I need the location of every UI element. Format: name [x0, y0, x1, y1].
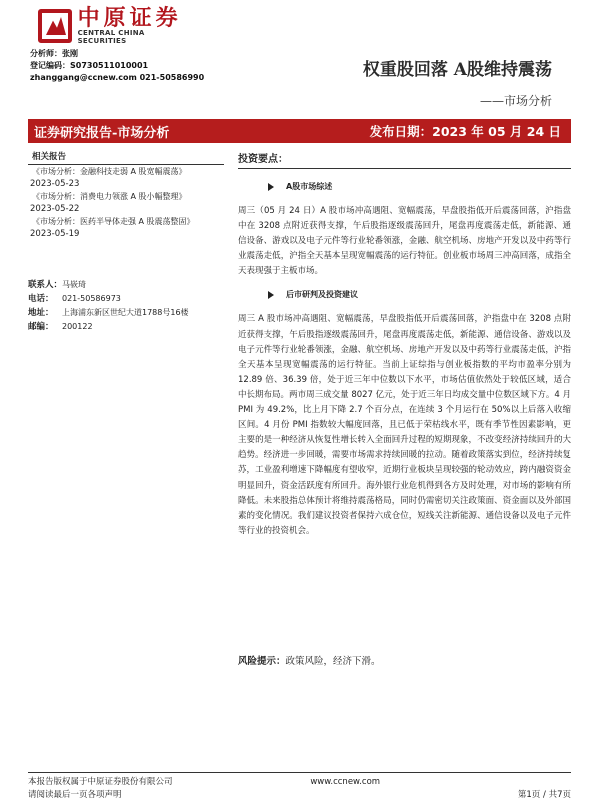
triangle-bullet-icon — [268, 183, 274, 191]
company-logo — [38, 5, 186, 45]
related-report-item[interactable] — [28, 216, 224, 240]
main-content — [238, 148, 571, 539]
risk-warning — [238, 653, 571, 667]
risk-text: 政策风险，经济下滑。 — [285, 656, 381, 667]
page-footer — [28, 772, 571, 800]
triangle-bullet-icon — [268, 291, 274, 299]
related-report-item[interactable] — [28, 191, 224, 215]
related-report-title: 《市场分析：医药半导体走强 A 股震荡整固》 — [32, 217, 195, 226]
related-report-date: 2023-05-23 — [30, 179, 80, 189]
copyright-notice: 本报告版权属于中原证券股份有限公司 — [28, 777, 173, 787]
section-heading-outlook — [268, 289, 571, 300]
section-title: 后市研判及投资建议 — [286, 290, 358, 300]
related-report-date: 2023-05-19 — [30, 229, 80, 239]
analyst-contact: zhanggang@ccnew.com 021-50586990 — [30, 73, 205, 82]
page-number: 第1页 / 共7页 — [517, 790, 571, 800]
related-reports-heading: 相关报告 — [28, 148, 224, 165]
website-link[interactable]: www.ccnew.com — [310, 777, 381, 787]
related-report-title: 《市场分析：金融科技走弱 A 股宽幅震荡》 — [32, 167, 187, 176]
contact-value: 021-50586973 — [62, 294, 121, 303]
contact-person-row — [28, 278, 224, 292]
contact-address-row — [28, 306, 224, 320]
logo-chinese-name: 中原证券 — [77, 5, 182, 31]
contact-value: 马嵚琦 — [62, 280, 86, 289]
logo-english-name: CENTRAL CHINA SECURITIES — [77, 29, 145, 45]
contact-value: 200122 — [62, 322, 93, 331]
logo-icon — [38, 9, 72, 43]
report-category: 证券研究报告-市场分析 — [34, 125, 170, 141]
related-report-title: 《市场分析：消费电力领涨 A 股小幅整理》 — [32, 192, 187, 201]
contact-label: 邮编： — [28, 322, 54, 332]
related-report-item[interactable] — [28, 166, 224, 190]
section-title: A股市场综述 — [286, 182, 333, 191]
key-points-heading: 投资要点： — [238, 148, 571, 169]
contact-label: 电话： — [28, 294, 54, 304]
contact-label: 地址： — [28, 308, 54, 318]
market-summary-paragraph: 周三（05 月 24 日）A 股市场冲高遇阻、宽幅震荡，早盘股指低开后震荡回落，沪指盘中在 3208 点附近获得支撑，午后股指逐级震荡回升，尾盘再度震荡走低，新能源、通信设备、游戏以及电子元件等行业轮番领涨，金融、航空机场、房地产开发以及中药等行业震荡走低，沪指全天基本呈现宽幅震荡的运行特征。创业板市场周三冲高回落，成指全天表现强于主板市场。 — [238, 206, 571, 277]
disclaimer-notice: 请阅读最后一页各项声明 — [28, 790, 122, 800]
registration-number: 登记编码：S0730511010001 — [30, 61, 149, 70]
contact-phone-row — [28, 292, 224, 306]
report-subtitle: ——市场分析 — [479, 94, 552, 108]
analyst-name: 分析师：张刚 — [30, 49, 78, 58]
risk-label: 风险提示： — [238, 656, 286, 667]
contact-block — [28, 278, 224, 334]
contact-postcode-row — [28, 320, 224, 334]
contact-value: 上海浦东新区世纪大道1788号16楼 — [62, 308, 189, 317]
section-heading-market-summary — [268, 181, 571, 192]
report-title: 权重股回落 A股维持震荡 — [362, 60, 552, 80]
report-banner — [28, 119, 571, 143]
outlook-paragraph: 周三 A 股市场冲高遇阻、宽幅震荡，早盘股指低开后震荡回落，沪指盘中在 3208 点附近获得支撑，午后股指逐级震荡回升，尾盘再度震荡走低，新能源、通信设备、游戏以及电子元件等行业轮番领涨，金融、航空机场、房地产开发以及中药等行业震荡走低，沪指全天基本呈现宽幅震荡的运行特征。当前上证综指与创业板指数的平均市盈率分别为 12.89 倍、36.39 倍，处于近三年中位数以下水平，市场估值依然处于较低区域，适合中长期布局。两市周三成交量 8027 亿元，处于近三年日均成交量中位数区域下方。4 月 PMI 为 49.2%，比上月下降 2.7 个百分点，在连续 3 个月运行在 50%以上后落入收缩区间。4 月份 PMI 指数较大幅度回落，且已低于荣枯线水平，既有季节性因素影响，更主要的是一种经济从恢复性增长转入全面回升过程的短期现象，不改变经济持续回升的大趋势。经济进一步回暖，需要市场需求持续回暖的拉动。随着政策落实到位，经济持续复苏，工业盈利增速下降幅度有望收窄，近期行业板块呈现较强的轮动效应，跨内融资资金明显回升，资金活跃度有所回升。海外银行业危机得到各方及时处理，对市场的影响有所降低。未来股指总体预计将维持震荡格局，同时仍需密切关注政策面、资金面以及外部国素的变化情况。我们建议投资者保持六成仓位，短线关注新能源、通信设备以及电子元件等行业的投资机会。 — [238, 314, 571, 536]
publish-date: 发布日期：2023 年 05 月 24 日 — [369, 124, 561, 139]
related-report-date: 2023-05-22 — [30, 204, 80, 214]
related-reports — [28, 148, 224, 240]
contact-label: 联系人： — [28, 280, 63, 290]
